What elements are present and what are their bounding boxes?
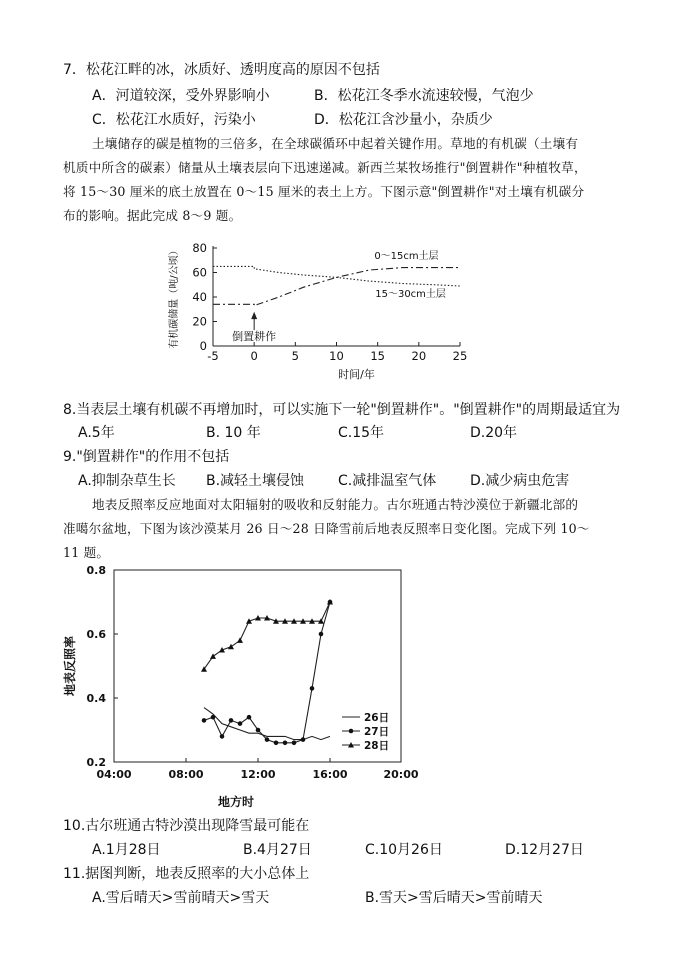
chart2-point-27 (247, 715, 252, 720)
chart2-point-27 (229, 718, 234, 723)
chart2-point-27 (256, 728, 261, 733)
chart1-x-tick-label: 10 (329, 349, 344, 363)
q10-option-a: A.1月28日 (92, 842, 161, 858)
chart2-albedo (60, 560, 419, 810)
chart2-series-28-line (204, 602, 330, 669)
passage1-line1: 土壤储存的碳是植物的三倍多，在全球碳循环中起着关键作用。草地的有机碳（土壤有 (92, 136, 579, 151)
q10-option-d: D.12月27日 (505, 842, 584, 858)
chart1-x-tick-label: 20 (411, 349, 427, 363)
chart1-y-tick-label: 40 (192, 290, 207, 304)
q8-option-d: D.20年 (470, 425, 518, 441)
chart1-y-tick-label: 80 (192, 241, 207, 255)
chart2-legend-marker (349, 729, 354, 734)
chart1-y-axis-label: 有机碳储量（吨/公顷） (169, 245, 180, 349)
q7-stem: 7．松花江畔的冰，冰质好、透明度高的原因不包括 (63, 62, 380, 78)
chart2-x-axis-label: 地方时 (217, 795, 255, 809)
chart2-point-27 (301, 737, 306, 742)
q8-option-a: A.5年 (78, 425, 115, 441)
chart2-y-tick-label: 0.8 (86, 564, 106, 577)
passage2-line3: 11 题。 (63, 545, 110, 560)
chart1-organic-carbon (160, 236, 480, 386)
chart1-annotation-label: 倒置耕作 (232, 329, 277, 343)
q8-option-b: B. 10 年 (206, 425, 261, 441)
chart2-point-27 (310, 686, 315, 691)
chart1-label-0-15cm: 0～15cm土层 (374, 251, 439, 263)
chart2-point-28 (228, 644, 234, 650)
chart2-y-tick-label: 0.6 (86, 628, 106, 641)
chart2-legend-label: 26日 (364, 712, 390, 724)
q9-option-a: A.抑制杂草生长 (78, 473, 176, 489)
q11-stem: 11.据图判断，地表反照率的大小总体上 (63, 866, 310, 882)
chart1-line-15-30cm (213, 266, 460, 286)
chart1-y-tick-label: 20 (192, 314, 207, 329)
chart2-point-27 (265, 737, 270, 742)
q11-option-a: A.雪后晴天>雪前晴天>雪天 (92, 890, 270, 906)
passage1-line3: 将 15～30 厘米的底土放置在 0～15 厘米的表土上方。下图示意"倒置耕作"对土壤有机碳分 (63, 184, 585, 199)
chart2-point-27 (202, 718, 207, 723)
chart2-point-27 (319, 632, 324, 637)
q8-stem: 8.当表层土壤有机碳不再增加时，可以实施下一轮"倒置耕作"。"倒置耕作"的周期最适宜为 (63, 402, 621, 418)
chart2-x-tick-label: 12:00 (240, 768, 276, 781)
chart2-point-27 (211, 715, 216, 720)
chart2-point-27 (274, 741, 279, 746)
q9-option-b: B.减轻土壤侵蚀 (206, 473, 305, 489)
chart1-y-tick-label: 0 (199, 339, 207, 353)
chart1-y-tick-label: 60 (192, 265, 207, 280)
chart2-point-27 (220, 734, 225, 739)
passage2-line2: 准噶尔盆地，下图为该沙漠某月 26 日～28 日降雪前后地表反照率日变化图。完成下列 10～ (63, 521, 590, 536)
passage1-line4: 布的影响。据此完成 8～9 题。 (63, 208, 242, 223)
chart2-y-axis-label: 地表反照率 (63, 635, 77, 697)
chart1-x-tick-label: 25 (452, 349, 468, 363)
chart2-legend-label: 27日 (364, 726, 390, 738)
q10-option-b: B.4月27日 (243, 842, 312, 858)
q7-option-d: D．松花江含沙量小，杂质少 (314, 112, 493, 128)
q8-option-c: C.15年 (338, 425, 385, 441)
q9-option-d: D.减少病虫危害 (470, 473, 570, 489)
chart1-label-15-30cm: 15～30cm土层 (375, 289, 446, 300)
chart1-x-axis-label: 时间/年 (338, 368, 375, 381)
passage1-line2: 机质中所含的碳素）储量从土壤表层向下迅速递减。新西兰某牧场推行"倒置耕作"种植牧草， (63, 160, 587, 175)
chart2-x-tick-label: 16:00 (312, 768, 348, 781)
chart1-x-tick-label: 5 (291, 349, 299, 363)
chart2-y-tick-label: 0.4 (86, 692, 106, 705)
passage2-line1: 地表反照率反应地面对太阳辐射的吸收和反射能力。古尔班通古特沙漠位于新疆北部的 (92, 497, 579, 512)
q7-option-c: C．松花江水质好，污染小 (92, 112, 256, 128)
q10-option-c: C.10月26日 (365, 842, 443, 858)
chart2-x-tick-label: 04:00 (96, 768, 132, 781)
chart2-point-28 (210, 653, 216, 659)
q9-option-c: C.减排温室气体 (338, 473, 437, 489)
chart1-annotation-arrowhead (251, 312, 257, 319)
q11-option-b: B.雪天>雪后晴天>雪前晴天 (365, 890, 543, 906)
chart2-point-28 (237, 637, 243, 643)
chart2-x-tick-label: 08:00 (168, 768, 204, 781)
chart2-point-27 (283, 741, 288, 746)
chart2-x-tick-label: 20:00 (383, 768, 419, 781)
chart2-legend-label: 28日 (364, 740, 390, 752)
q10-stem: 10.古尔班通古特沙漠出现降雪最可能在 (63, 818, 310, 834)
chart1-x-tick-label: 0 (250, 349, 258, 363)
chart2-point-27 (238, 721, 243, 726)
q7-option-a: A．河道较深，受外界影响小 (92, 88, 270, 104)
q9-stem: 9."倒置耕作"的作用不包括 (63, 449, 230, 465)
q7-option-b: B．松花江冬季水流速较慢，气泡少 (314, 88, 534, 104)
chart1-x-tick-label: -5 (207, 349, 219, 363)
chart2-point-27 (292, 741, 297, 746)
chart2-y-tick-label: 0.2 (86, 756, 106, 769)
chart1-x-tick-label: 15 (370, 349, 385, 363)
